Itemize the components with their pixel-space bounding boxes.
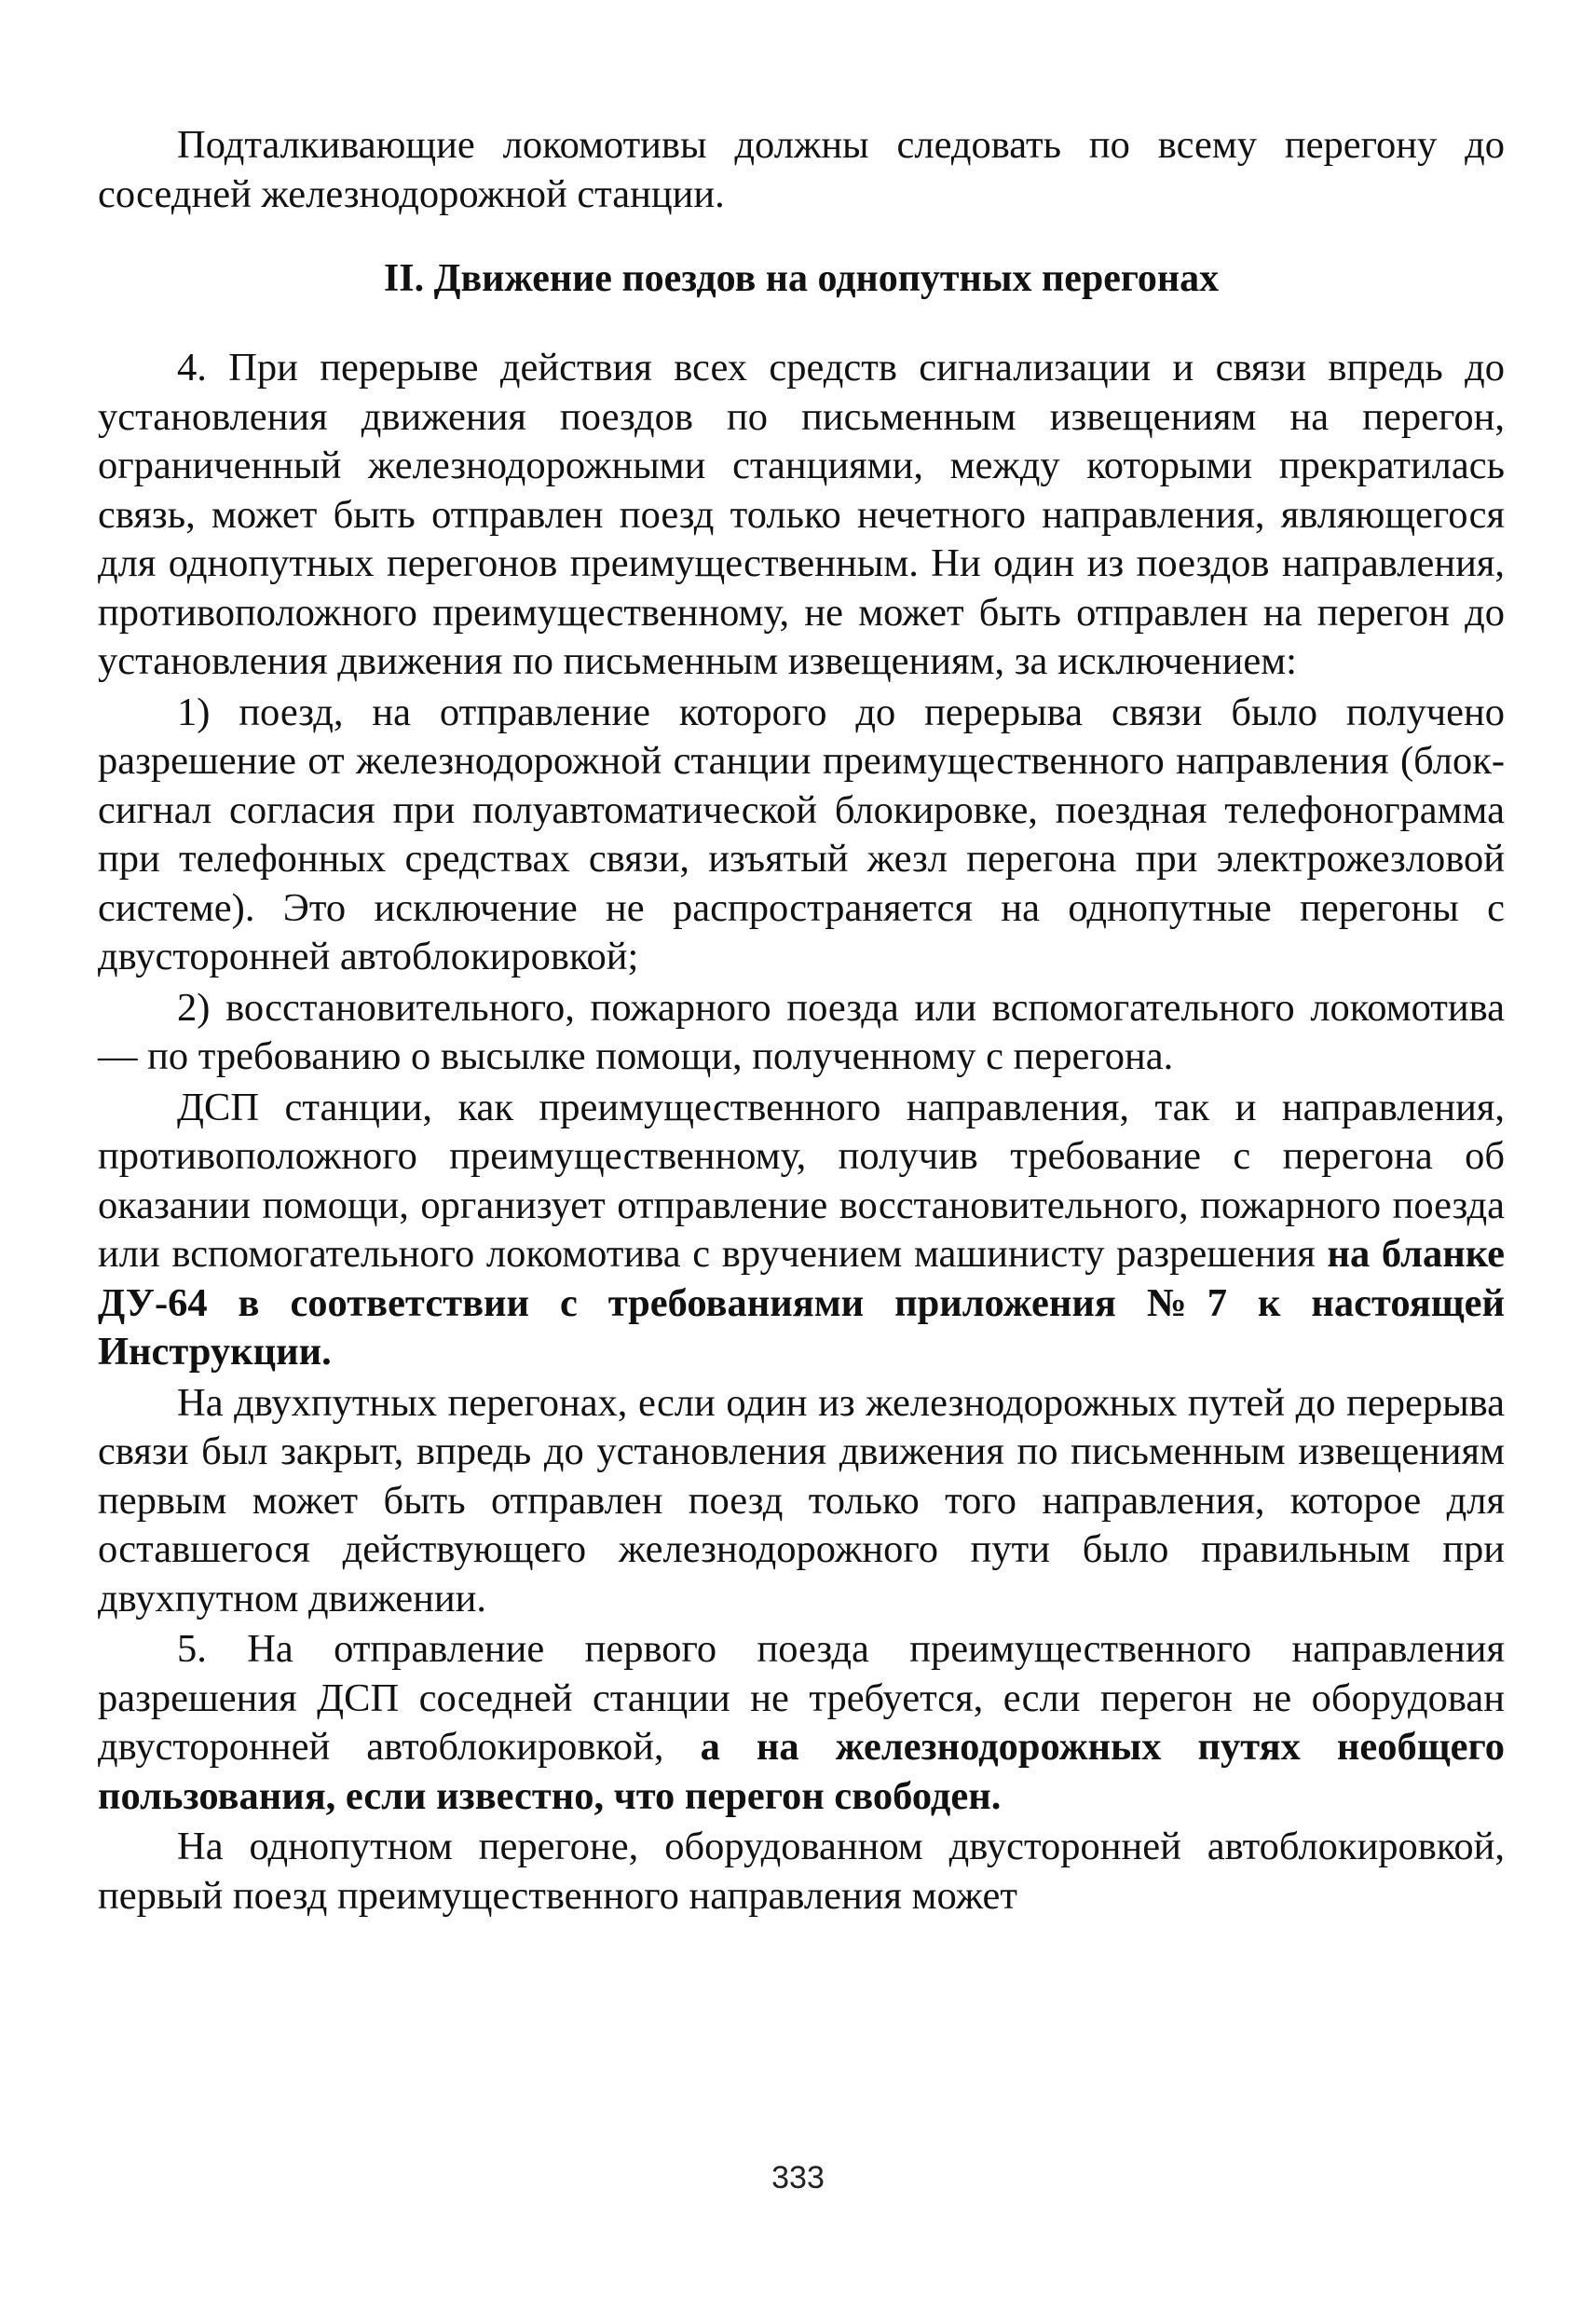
two-track-paragraph: На двухпутных перегонах, если один из железнодорожных путей до перерыва связи был закрыт, впредь до установления движения по письменным извещениям первым может быть отправлен поезд только того направления, которое для оставшегося действующего железнодорожного пути было правильным при двухпутном движении. [98,1380,1505,1620]
page-number: 333 [771,2160,825,2195]
document-page [98,121,1505,1921]
dsp-text: ДСП станции, как преимущественного направления, так и направления, противоположного преимущественному, получив требование с перегона об оказании помощи, организует отправление восстановительного, пожарного поезда или вспомогательного локомотива с вручением машинисту разрешения [98,1085,1505,1276]
list-item-2: 2) восстановительного, пожарного поезда или вспомогательного локомотива — по требованию о высылке помощи, полученному с перегона. [98,985,1505,1078]
single-track-paragraph: На однопутном перегоне, оборудованном двусторонней автоблокировкой, первый поезд преимущественного направления может [98,1825,1505,1918]
section-heading: II. Движение поездов на однопутных перегонах [383,257,1220,300]
list-item-1: 1) поезд, на отправление которого до перерыва связи было получено разрешение от железнодорожной станции преимущественного направления (блок-сигнал согласия при полуавтоматической блокировке, поездная телефонограмма при телефонных средствах связи, изъятый жезл перегона при электрожезловой системе). Это исключение не распространяется на однопутные перегоны с двусторонней автоблокировкой; [98,690,1505,978]
paragraph-4: 4. При перерыве действия всех средств сигнализации и связи впредь до установления движения поездов по письменным извещениям на перегон, ограниченный железнодорожными станциями, между которыми прекратилась связь, может быть отправлен поезд только нечетного направления, являющегося для однопутных перегонов преимущественным. Ни один из поездов направления, противоположного преимущественному, не может быть отправлен на перегон до установления движения по письменным извещениям, за исключением: [98,346,1505,683]
paragraph-5 [98,1625,1505,1821]
p5-bold-text: а на железнодорожных путях необщего пользования, если известно, что перегон свободен. [98,1725,1505,1818]
dsp-paragraph [98,1084,1505,1377]
intro-paragraph: Подталкивающие локомотивы должны следовать по всему перегону до соседней железнодорожной станции. [98,123,1505,216]
dsp-bold-text: на бланке ДУ-64 в соответствии с требованиями приложения №7 к настоящей Инструкции. [98,1232,1505,1374]
p5-text: 5. На отправление первого поезда преимущественного направления разрешения ДСП соседней станции не требуется, если перегон не оборудован двусторонней автоблокировкой, [98,1627,1505,1769]
